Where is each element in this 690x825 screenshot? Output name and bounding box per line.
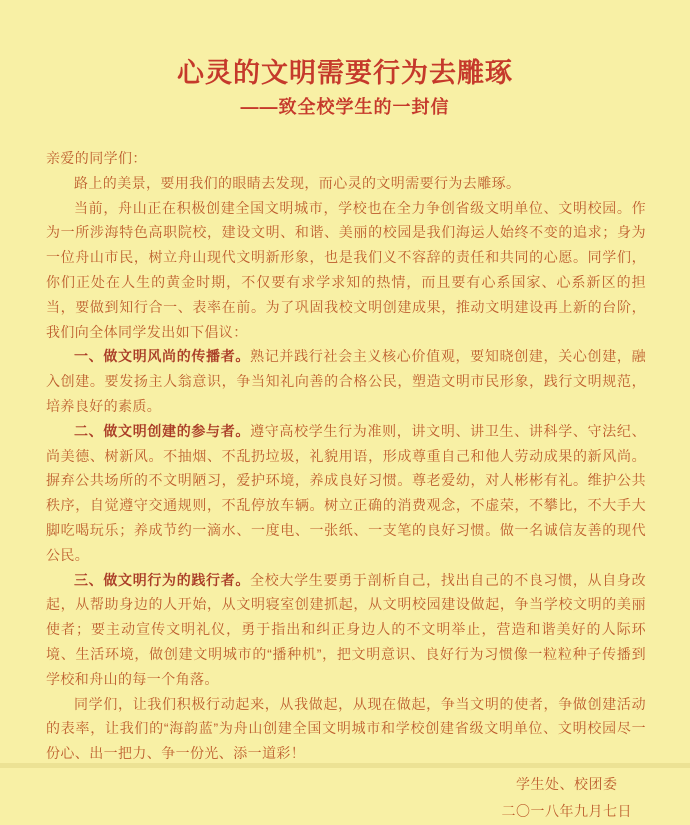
proposal-1-lead: 一、做文明风尚的传播者。 [74,348,251,365]
proposal-2 [46,419,646,568]
page-bottom-edge [0,763,690,768]
salutation: 亲爱的同学们： [46,150,147,166]
letter-subtitle: ——致全校学生的一封信 [240,97,450,117]
proposal-3-text: 全校大学生要勇于剖析自己，找出自己的不良习惯，从自身改起，从帮助身边的人开始，从文明寝室创建抓起，从文明校园建设做起，争当学校文明的美丽使者；要主动宣传文明礼仪，勇于指出和纠正身边人的不文明举止，营造和谐美好的人际环境、生活环境，做创建文明城市的“播种机”，把文明意识、良好行为习惯像一粒粒种子传播到学校和舟山的每一个角落。 [46,571,646,687]
proposal-1 [46,344,646,418]
signature-block [502,771,633,825]
intro-paragraph-1: 路上的美景，要用我们的眼睛去发现，而心灵的文明需要行为去雕琢。 [74,174,521,191]
letter-body [46,146,646,766]
proposal-2-text: 遵守高校学生行为准则，讲文明、讲卫生、讲科学、守法纪、尚美德、树新风。不抽烟、不乱扔垃圾，礼貌用语，形成尊重自己和他人劳动成果的新风尚。摒弃公共场所的不文明陋习，爱护环境，养成良好习惯。尊老爱幼，对人彬彬有礼。维护公共秩序，自觉遵守交通规则，不乱停放车辆。树立正确的消费观念，不虚荣，不攀比，不大手大脚吃喝玩乐；养成节约一滴水、一度电、一张纸、一支笔的良好习惯。做一名诚信友善的现代公民。 [46,422,646,563]
proposal-3-lead: 三、做文明行为的践行者。 [74,571,251,588]
proposal-2-lead: 二、做文明创建的参与者。 [74,422,251,439]
proposal-1-text: 熟记并践行社会主义核心价值观，要知晓创建，关心创建，融入创建。要发扬主人翁意识，争当知礼向善的合格公民，塑造文明市民形象，践行文明规范，培养良好的素质。 [46,348,646,414]
date: 二〇一八年九月七日 [501,802,632,819]
signature: 学生处、校团委 [516,775,618,792]
closing-paragraph: 同学们，让我们积极行动起来，从我做起，从现在做起，争当文明的使者，争做创建活动的表率，让我们的“海韵蓝”为舟山创建全国文明城市和学校创建省级文明单位、文明校园尽一份心、出一把力、争一份光、添一道彩！ [46,695,646,762]
proposal-3 [46,568,646,692]
intro-paragraph-2: 当前，舟山正在积极创建全国文明城市，学校也在全力争创省级文明单位、文明校园。作为一所涉海特色高职院校，建设文明、和谐、美丽的校园是我们海运人始终不变的追求；身为一位舟山市民，树立舟山现代文明新形象，也是我们义不容辞的责任和共同的心愿。同学们，你们正处在人生的黄金时期，不仅要有求学求知的热情，而且要有心系国家、心系新区的担当，要做到知行合一、表率在前。为了巩固我校文明创建成果，推动文明建设再上新的台阶，我们向全体同学发出如下倡议： [46,199,646,340]
letter-title: 心灵的文明需要行为去雕琢 [177,58,513,88]
